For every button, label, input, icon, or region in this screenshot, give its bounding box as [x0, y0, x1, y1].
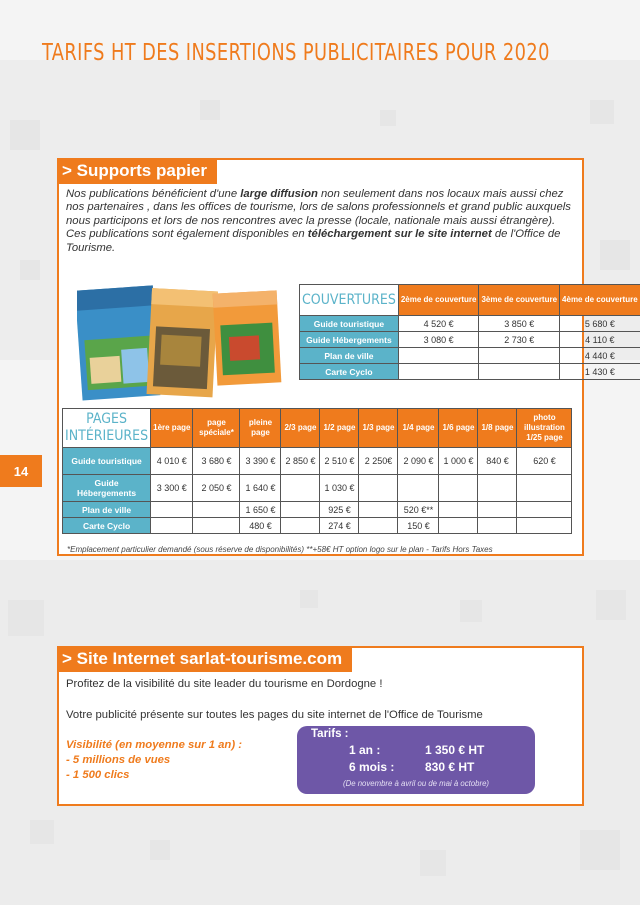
table-row	[300, 364, 640, 380]
price-cell: 2 250€	[359, 448, 398, 475]
intro-paragraph-1	[66, 188, 578, 228]
visibility-line: Visibilité (en moyenne sur 1 an) :	[66, 739, 242, 751]
price-cell: 480 €	[240, 518, 281, 534]
table-row	[300, 348, 640, 364]
price-cell: 3 390 €	[240, 448, 281, 475]
section-site-internet	[57, 646, 584, 806]
price-cell	[479, 348, 560, 364]
footnote: *Emplacement particulier demandé (sous réserve de disponibilités) **+58€ HT option logo sur le plan - Tarifs Hors Taxes	[67, 545, 493, 554]
price-cell	[439, 475, 478, 502]
tarif-period: 1 an :	[349, 743, 381, 757]
tarif-price: 830 € HT	[425, 760, 475, 774]
price-cell: 2 730 €	[479, 332, 560, 348]
papier-intro	[66, 188, 578, 255]
intro-text: Nos publications bénéficient d'une	[66, 188, 241, 200]
pages-table-title	[63, 409, 151, 448]
price-cell: 2 090 €	[398, 448, 439, 475]
price-cell	[517, 475, 572, 502]
price-cell	[359, 475, 398, 502]
row-label: Guide touristique	[63, 448, 151, 475]
row-label: Carte Cyclo	[300, 364, 399, 380]
tarifs-title: Tarifs :	[311, 728, 349, 740]
visibility-line: - 1 500 clics	[66, 769, 130, 781]
price-cell: 1 000 €	[439, 448, 478, 475]
price-cell: 4 440 €	[560, 348, 640, 364]
price-cell: 4 110 €	[560, 332, 640, 348]
price-cell	[281, 502, 320, 518]
price-cell: 925 €	[320, 502, 359, 518]
table-row	[63, 518, 572, 534]
intro-text: non seulement dans nos locaux mais aussi chez nos partenaires , dans les offices de tourisme, lors de salons professionnels et grand public auxquels nous participons et lors de nos rencontres avec la presse (locale, nationale mais aussi étrangère).	[66, 188, 571, 227]
tarif-row	[349, 760, 474, 774]
internet-line-1: Profitez de la visibilité du site leader du tourisme en Dordogne !	[66, 678, 383, 690]
price-cell	[151, 518, 193, 534]
price-cell	[359, 518, 398, 534]
intro-emphasis: large diffusion	[240, 188, 318, 200]
row-label: Plan de ville	[63, 502, 151, 518]
price-cell	[439, 502, 478, 518]
price-cell: 150 €	[398, 518, 439, 534]
table-row	[63, 502, 572, 518]
intro-emphasis: téléchargement sur le site internet	[307, 228, 492, 241]
col-header: 1/3 page	[359, 409, 398, 448]
page-title: TARIFS HT DES INSERTIONS PUBLICITAIRES POUR 2020	[42, 40, 550, 66]
price-cell: 620 €	[517, 448, 572, 475]
table-row	[300, 332, 640, 348]
tarif-row	[349, 743, 484, 757]
intro-paragraph-2	[66, 228, 578, 255]
col-header: page spéciale*	[193, 409, 240, 448]
price-cell: 5 680 €	[560, 316, 640, 332]
covers-table-title: COUVERTURES	[300, 285, 399, 316]
price-cell	[193, 502, 240, 518]
price-cell: 274 €	[320, 518, 359, 534]
price-cell	[478, 518, 517, 534]
price-cell	[398, 475, 439, 502]
price-cell: 4 010 €	[151, 448, 193, 475]
row-label: Guide Hébergements	[300, 332, 399, 348]
col-header: 1/4 page	[398, 409, 439, 448]
row-label: Guide Hébergements	[63, 475, 151, 502]
pages-title-line: INTÉRIEURES	[65, 428, 149, 444]
covers-price-table	[299, 284, 640, 380]
tarif-price: 1 350 € HT	[425, 743, 485, 757]
price-cell: 3 300 €	[151, 475, 193, 502]
price-cell: 1 640 €	[240, 475, 281, 502]
col-header: 3ème de couverture	[479, 285, 560, 316]
intro-text: Ces publications sont également disponibles en	[66, 228, 308, 241]
tarif-period: 6 mois :	[349, 760, 395, 774]
price-cell: 1 430 €	[560, 364, 640, 380]
col-header: pleine page	[240, 409, 281, 448]
col-header: 2/3 page	[281, 409, 320, 448]
tarifs-box	[297, 726, 535, 794]
price-cell	[479, 364, 560, 380]
table-row	[300, 316, 640, 332]
price-cell	[478, 502, 517, 518]
price-cell: 1 650 €	[240, 502, 281, 518]
price-cell	[359, 502, 398, 518]
col-header: 1ère page	[151, 409, 193, 448]
price-cell: 840 €	[478, 448, 517, 475]
row-label: Plan de ville	[300, 348, 399, 364]
price-cell	[398, 348, 479, 364]
pages-title-line: PAGES	[86, 411, 127, 427]
price-cell	[151, 502, 193, 518]
internet-line-2: Votre publicité présente sur toutes les pages du site internet de l'Office de Tourisme	[66, 709, 483, 721]
price-cell: 520 €**	[398, 502, 439, 518]
section-heading-internet: > Site Internet sarlat-tourisme.com	[57, 646, 352, 672]
visibility-stats	[66, 738, 242, 783]
price-cell	[478, 475, 517, 502]
visibility-line: - 5 millions de vues	[66, 754, 171, 766]
price-cell: 1 030 €	[320, 475, 359, 502]
col-header: 1/8 page	[478, 409, 517, 448]
tarif-note: (De novembre à avril ou de mai à octobre)	[342, 779, 490, 788]
section-supports-papier	[57, 158, 638, 556]
price-cell	[517, 502, 572, 518]
price-cell: 4 520 €	[398, 316, 479, 332]
publication-covers-image	[77, 278, 285, 412]
row-label: Guide touristique	[300, 316, 399, 332]
price-cell	[439, 518, 478, 534]
price-cell	[281, 518, 320, 534]
col-header: photo illustration 1/25 page	[517, 409, 572, 448]
price-cell: 2 050 €	[193, 475, 240, 502]
price-cell	[517, 518, 572, 534]
price-cell: 3 680 €	[193, 448, 240, 475]
intro-text: de l'Office de Tourisme.	[66, 228, 561, 254]
interior-pages-price-table	[62, 408, 572, 534]
price-cell: 2 850 €	[281, 448, 320, 475]
col-header: 2ème de couverture	[398, 285, 479, 316]
section-heading-papier: > Supports papier	[57, 158, 217, 184]
price-cell	[193, 518, 240, 534]
page-number: 14	[0, 455, 42, 487]
price-cell	[281, 475, 320, 502]
col-header: 1/6 page	[439, 409, 478, 448]
price-cell	[398, 364, 479, 380]
table-row	[63, 448, 572, 475]
price-cell: 3 080 €	[398, 332, 479, 348]
price-cell: 2 510 €	[320, 448, 359, 475]
price-cell: 3 850 €	[479, 316, 560, 332]
col-header: 1/2 page	[320, 409, 359, 448]
col-header: 4ème de couverture	[560, 285, 640, 316]
table-row	[63, 475, 572, 502]
row-label: Carte Cyclo	[63, 518, 151, 534]
